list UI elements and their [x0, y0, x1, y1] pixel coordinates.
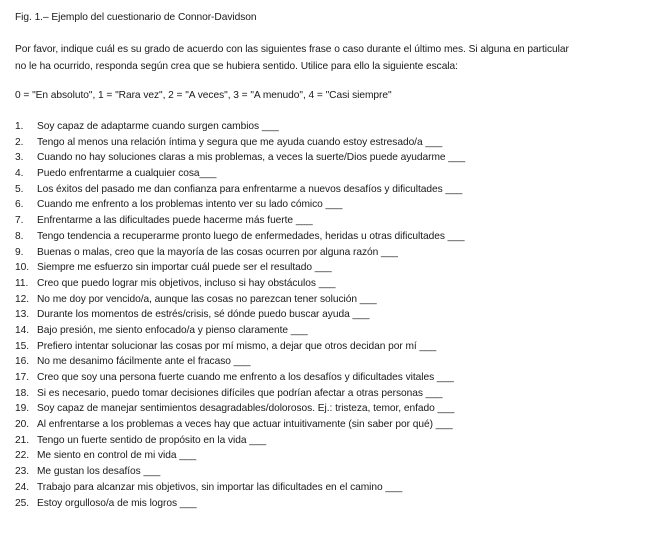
question-text: Al enfrentarse a los problemas a veces hay que actuar intuitivamente (sin saber por qué) ___ — [37, 419, 453, 431]
question-text: Creo que puedo lograr mis objetivos, incluso si hay obstáculos ___ — [37, 277, 336, 289]
question-item — [15, 119, 640, 135]
question-number: 22. — [15, 450, 30, 462]
question-number: 11. — [15, 277, 29, 289]
question-item — [15, 150, 640, 166]
question-item — [15, 354, 640, 370]
question-number: 9. — [15, 246, 24, 258]
question-text: Puedo enfrentarme a cualquier cosa___ — [37, 168, 217, 180]
question-number: 14. — [15, 324, 30, 336]
instructions-line-2: no le ha ocurrido, responda según crea que se hubiera sentido. Utilice para ello la siguiente escala: — [15, 61, 458, 72]
figure-title: Fig. 1.– Ejemplo del cuestionario de Connor-Davidson — [15, 12, 257, 23]
question-item — [15, 135, 640, 151]
question-item — [15, 213, 640, 229]
question-text: Cuando no hay soluciones claras a mis problemas, a veces la suerte/Dios puede ayudarme ___ — [37, 152, 466, 164]
question-item — [15, 323, 640, 339]
question-item — [15, 339, 640, 355]
question-number: 15. — [15, 340, 30, 352]
question-text: Buenas o malas, creo que la mayoría de las cosas ocurren por alguna razón ___ — [37, 246, 398, 258]
question-number: 6. — [15, 199, 24, 211]
instructions-paragraph — [15, 41, 640, 75]
question-text: Prefiero intentar solucionar las cosas por mí mismo, a dejar que otros decidan por mí ___ — [37, 340, 437, 352]
question-number: 1. — [15, 121, 24, 132]
question-text: Bajo presión, me siento enfocado/a y pienso claramente ___ — [37, 324, 308, 336]
question-number: 21. — [15, 434, 30, 446]
question-item — [15, 464, 640, 480]
question-text: Me gustan los desafíos ___ — [37, 466, 161, 478]
question-text: No me desanimo fácilmente ante el fracaso ___ — [37, 356, 251, 368]
question-item — [15, 292, 640, 308]
question-text: Trabajo para alcanzar mis objetivos, sin importar las dificultades en el camino ___ — [37, 481, 403, 493]
question-text: Durante los momentos de estrés/crisis, sé dónde puedo buscar ayuda ___ — [37, 309, 370, 321]
question-item — [15, 276, 640, 292]
question-list — [15, 119, 640, 511]
question-number: 8. — [15, 230, 24, 242]
question-item — [15, 229, 640, 245]
question-item — [15, 370, 640, 386]
question-number: 13. — [15, 309, 30, 321]
question-number: 2. — [15, 136, 24, 148]
question-item — [15, 307, 640, 323]
question-text: Los éxitos del pasado me dan confianza para enfrentarme a nuevos desafíos y dificultades ___ — [37, 183, 463, 195]
question-text: Siempre me esfuerzo sin importar cuál puede ser el resultado ___ — [37, 262, 332, 274]
question-item — [15, 166, 640, 182]
question-number: 24. — [15, 481, 30, 493]
question-text: Me siento en control de mi vida ___ — [37, 450, 197, 462]
question-text: No me doy por vencido/a, aunque las cosas no parezcan tener solución ___ — [37, 293, 377, 305]
question-number: 23. — [15, 466, 30, 478]
question-number: 20. — [15, 419, 30, 431]
rating-scale: 0 = "En absoluto", 1 = "Rara vez", 2 = "A veces", 3 = "A menudo", 4 = "Casi siempre" — [15, 90, 392, 101]
question-item — [15, 480, 640, 496]
question-number: 18. — [15, 387, 30, 399]
question-item — [15, 386, 640, 402]
question-number: 12. — [15, 293, 30, 305]
question-number: 7. — [15, 215, 24, 227]
question-number: 3. — [15, 152, 24, 164]
question-text: Creo que soy una persona fuerte cuando me enfrento a los desafíos y dificultades vitales ___ — [37, 372, 454, 383]
question-text: Estoy orgulloso/a de mis logros ___ — [37, 497, 197, 509]
question-item — [15, 197, 640, 213]
questionnaire-document — [15, 11, 640, 511]
question-item — [15, 182, 640, 198]
question-item — [15, 433, 640, 449]
question-text: Si es necesario, puedo tomar decisiones difíciles que podrían afectar a otras personas ___ — [37, 387, 443, 399]
question-item — [15, 401, 640, 417]
question-number: 10. — [15, 262, 30, 274]
question-number: 4. — [15, 168, 24, 180]
question-item — [15, 448, 640, 464]
question-number: 17. — [15, 372, 30, 383]
question-number: 25. — [15, 497, 30, 509]
question-number: 19. — [15, 403, 30, 415]
question-text: Soy capaz de manejar sentimientos desagradables/dolorosos. Ej.: tristeza, temor, enfado ___ — [37, 403, 455, 415]
question-text: Tengo tendencia a recuperarme pronto luego de enfermedades, heridas u otras dificultades ___ — [37, 230, 465, 242]
question-text: Soy capaz de adaptarme cuando surgen cambios ___ — [37, 121, 279, 132]
question-item — [15, 245, 640, 261]
question-text: Enfrentarme a las dificultades puede hacerme más fuerte ___ — [37, 215, 313, 227]
instructions-line-1: Por favor, indique cuál es su grado de acuerdo con las siguientes frase o caso durante el último mes. Si alguna en particular — [15, 44, 569, 55]
question-number: 5. — [15, 183, 24, 195]
question-item — [15, 417, 640, 433]
question-text: Cuando me enfrento a los problemas intento ver su lado cómico ___ — [37, 199, 343, 211]
question-item — [15, 496, 640, 512]
question-item — [15, 260, 640, 276]
question-text: Tengo al menos una relación íntima y segura que me ayuda cuando estoy estresado/a ___ — [37, 136, 443, 148]
question-text: Tengo un fuerte sentido de propósito en la vida ___ — [37, 434, 267, 446]
question-number: 16. — [15, 356, 30, 368]
